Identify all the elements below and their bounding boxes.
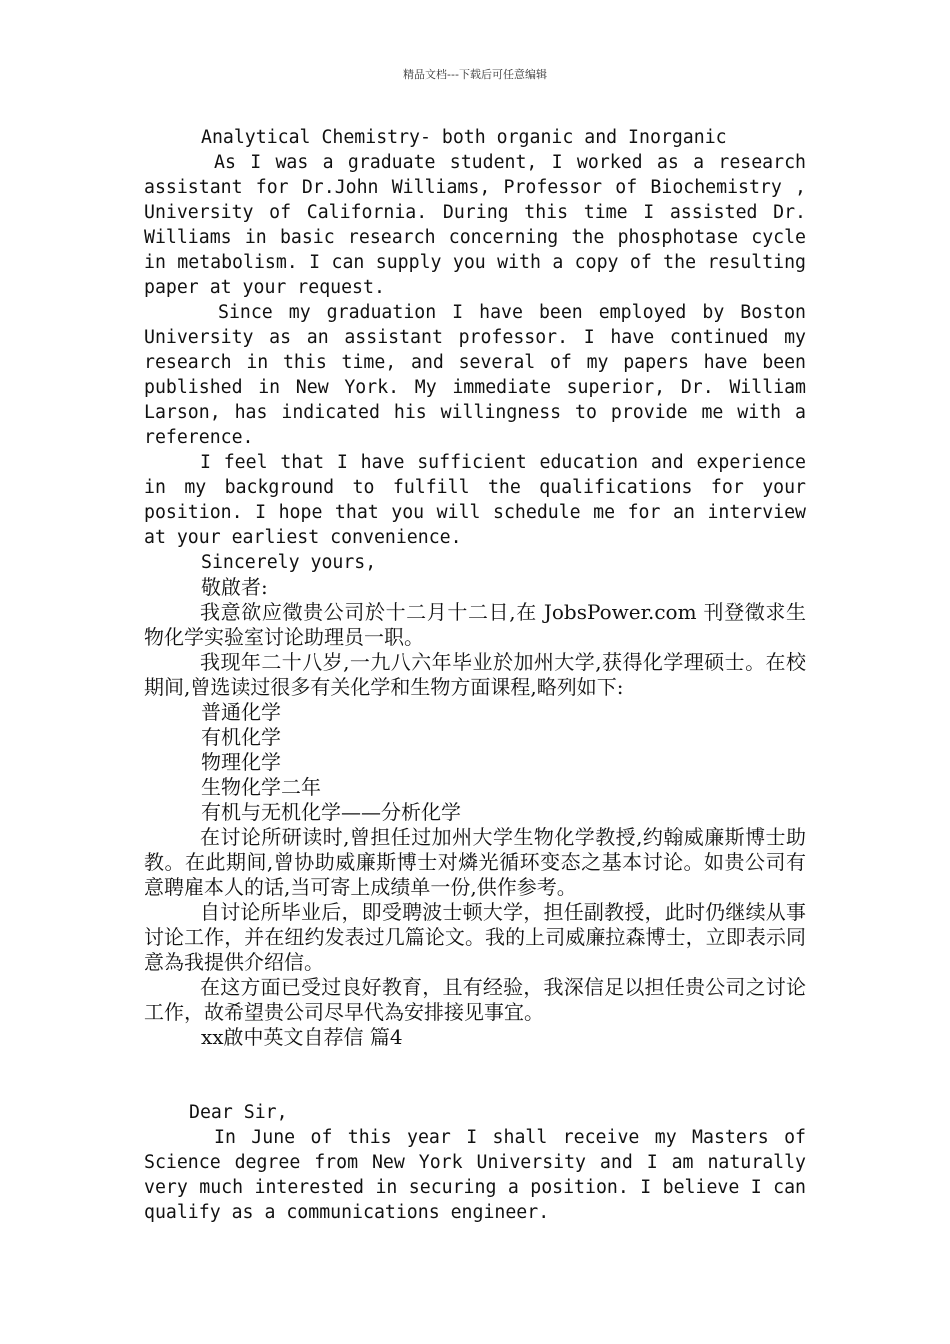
spacer [144,1050,806,1100]
cn-paragraph-apply: 我意欲应徵贵公司於十二月十二日,在 JobsPower.com 刊登徵求生物化学实验室讨论助理员一职。 [144,600,806,649]
paragraph-since-graduation: Since my graduation I have been employed by Boston University as an assistant professor. I have continued my research in this time, and several of my papers have been published in New York. My immediate superior, Dr. William Larson, has indicated his willingness to provide me with a reference. [144,302,806,448]
closing-line: Sincerely yours, [201,552,377,573]
page-header: 精品文档---下载后可任意编辑 [403,68,547,81]
paragraph-graduate: As I was a graduate student, I worked as a research assistant for Dr.John Williams, Professor of Biochemistry , University of California. During this time I assisted Dr. Williams in basic research concerning the phosphotase cycle in metabolism. I can supply you with a copy of the resulting paper at your request. [144,152,806,298]
course-line: Analytical Chemistry- both organic and Inorganic [201,127,727,148]
paragraph-june: In June of this year I shall receive my Masters of Science degree from New York University and I am naturally very much interested in securing a position. I believe I can qualify as a communications engineer. [144,1127,806,1223]
cn-paragraph-assistant: 在讨论所研读时,曾担任过加州大学生物化学教授,约翰威廉斯博士助教。在此期间,曾协助威廉斯博士对燐光循环变态之基本讨论。如贵公司有意聘雇本人的话,当可寄上成绩单一份,供作参考。 [144,825,806,899]
course-item: 普通化学 [201,700,281,724]
paragraph-feel: I feel that I have sufficient education and experience in my background to fulfill the qualifications for your position. I hope that you will schedule me for an interview at your earliest convenience. [144,452,806,548]
course-item: 有机与无机化学——分析化学 [201,800,461,824]
course-item: 有机化学 [201,725,281,749]
cn-paragraph-closing: 在这方面已受过良好教育，且有经验，我深信足以担任贵公司之讨论工作，故希望贵公司尽早代為安排接见事宜。 [144,975,806,1024]
document-body [144,125,806,1225]
course-item: 生物化学二年 [201,775,321,799]
section-title: xx啟中英文自荐信 篇4 [201,1025,403,1049]
cn-paragraph-background: 我现年二十八岁,一九八六年毕业於加州大学,获得化学理硕士。在校期间,曾选读过很多有关化学和生物方面课程,略列如下: [144,650,806,699]
cn-salutation: 敬啟者: [201,575,268,599]
course-item: 物理化学 [201,750,281,774]
salutation: Dear Sir, [189,1102,288,1123]
cn-paragraph-employment: 自讨论所毕业后，即受聘波士顿大学，担任副教授，此时仍继续从事讨论工作，并在纽约发表过几篇论文。我的上司威廉拉森博士，立即表示同意為我提供介绍信。 [144,900,806,974]
